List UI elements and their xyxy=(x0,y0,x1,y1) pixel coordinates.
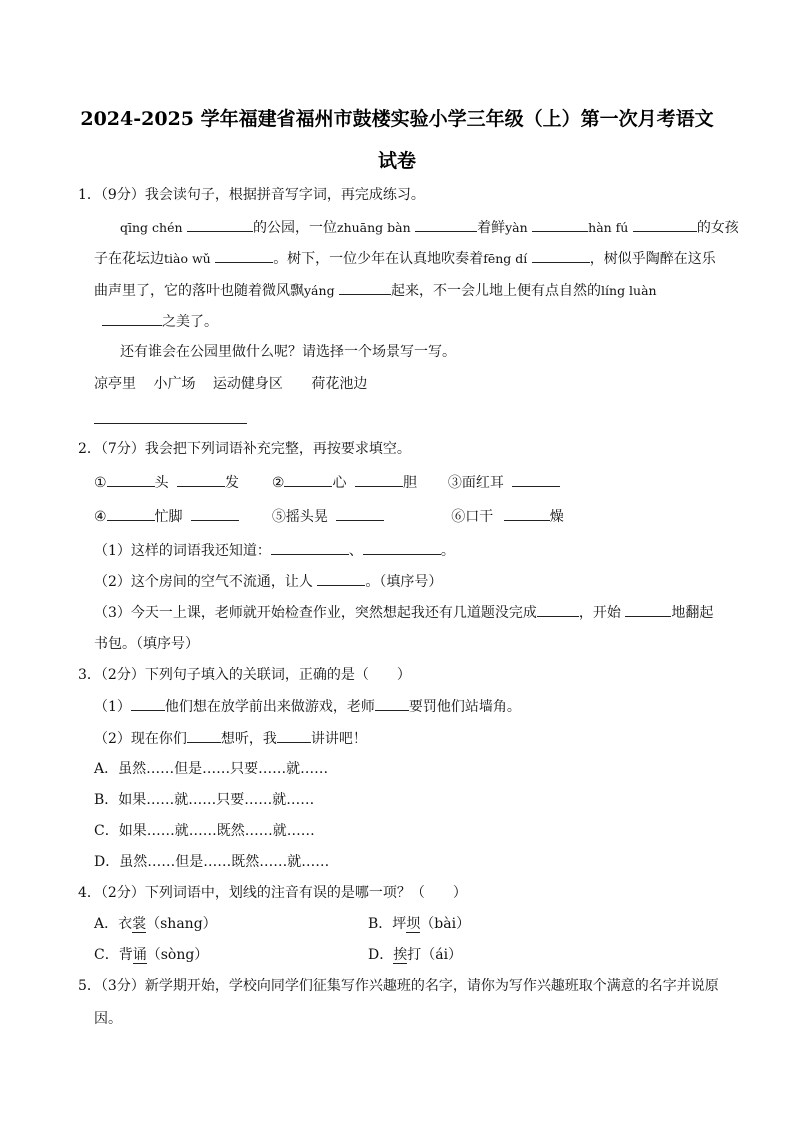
q4-stem: 4．（2分）下列词语中，划线的注音有误的是哪一项？（ ） xyxy=(78,885,467,901)
q2-stem: 2．（7分）我会把下列词语补充完整，再按要求填空。 xyxy=(78,441,411,457)
q2-sub-1: （1）这样的词语我还知道： 、 。 xyxy=(94,543,455,559)
q1-line-1: qīng chén 的公园，一位zhuāng bàn 着鲜yàn hàn fú 的女孩 xyxy=(120,220,739,236)
q3-option-d[interactable]: D．虽然……但是……既然……就…… xyxy=(94,854,330,870)
q2-row-1: ① 头 发 ② 心 胆 ③面红耳 xyxy=(94,473,560,492)
q3-option-b[interactable]: B．如果……就……只要……就…… xyxy=(94,792,315,808)
blank[interactable] xyxy=(633,218,697,232)
q1-stem: 1．（9分）我会读句子，根据拼音写字词，再完成练习。 xyxy=(78,187,425,203)
q1-line-4: 之美了。 xyxy=(102,312,218,331)
q3-stem: 3．（2分）下列句子填入的关联词，正确的是（ ） xyxy=(78,667,411,683)
q1-writing-line[interactable] xyxy=(94,423,247,424)
q2-sub-3-cont: 书包。（填序号） xyxy=(94,636,199,652)
title-line-1: 2024-2025 学年福建省福州市鼓楼实验小学三年级（上）第一次月考语文 xyxy=(80,108,714,130)
blank[interactable] xyxy=(339,281,391,295)
q5-stem-cont: 因。 xyxy=(94,1011,122,1027)
q4-option-d[interactable]: D．挨打（ái） xyxy=(368,947,463,963)
q1-prompt: 还有谁会在公园里做什么呢？请选择一个场景写一写。 xyxy=(120,344,456,360)
blank[interactable] xyxy=(215,249,273,263)
q4-option-b[interactable]: B．坪坝（bài） xyxy=(368,916,471,932)
q2-sub-3: （3）今天一上课，老师就开始检查作业，突然想起我还有几道题没完成 ，开始 地翻起 xyxy=(94,605,714,621)
q2-sub-2: （2）这个房间的空气不流通，让人 。（填序号） xyxy=(94,574,443,590)
blank[interactable] xyxy=(102,312,162,326)
title-line-2: 试卷 xyxy=(377,150,416,172)
q3-option-c[interactable]: C．如果……就……既然……就…… xyxy=(94,823,315,839)
q1-line-3: 曲声里了，它的落叶也随着微风飘yáng 起来，不一会儿地上便有点自然的líng luàn xyxy=(94,283,657,299)
q2-row-2: ④ 忙脚 ⑤摇头晃 ⑥口干 燥 xyxy=(94,509,564,525)
q3-sentence-2: （2）现在你们 想听，我 讲讲吧！ xyxy=(94,731,367,747)
blank[interactable] xyxy=(415,218,477,232)
q3-option-a[interactable]: A．虽然……但是……只要……就…… xyxy=(94,761,329,777)
q5-stem: 5．（3分）新学期开始，学校向同学们征集写作兴趣班的名字，请你为写作兴趣班取个满意的名字并说原 xyxy=(78,978,719,994)
q4-option-c[interactable]: C．背诵（sòng） xyxy=(94,947,209,963)
blank[interactable] xyxy=(532,249,590,263)
q1-line-2: 子在花坛边tiào wǔ 。树下，一位少年在认真地吹奏着fēng dí ，树似乎陶醉在这乐 xyxy=(94,251,716,267)
blank[interactable] xyxy=(187,218,253,232)
q1-places: 凉亭里 小广场 运动健身区 荷花池边 xyxy=(94,376,368,392)
q3-sentence-1: （1） 他们想在放学前出来做游戏，老师 要罚他们站墙角。 xyxy=(94,699,521,715)
q4-option-a[interactable]: A．衣裳（shang） xyxy=(94,916,217,932)
blank[interactable] xyxy=(532,218,588,232)
